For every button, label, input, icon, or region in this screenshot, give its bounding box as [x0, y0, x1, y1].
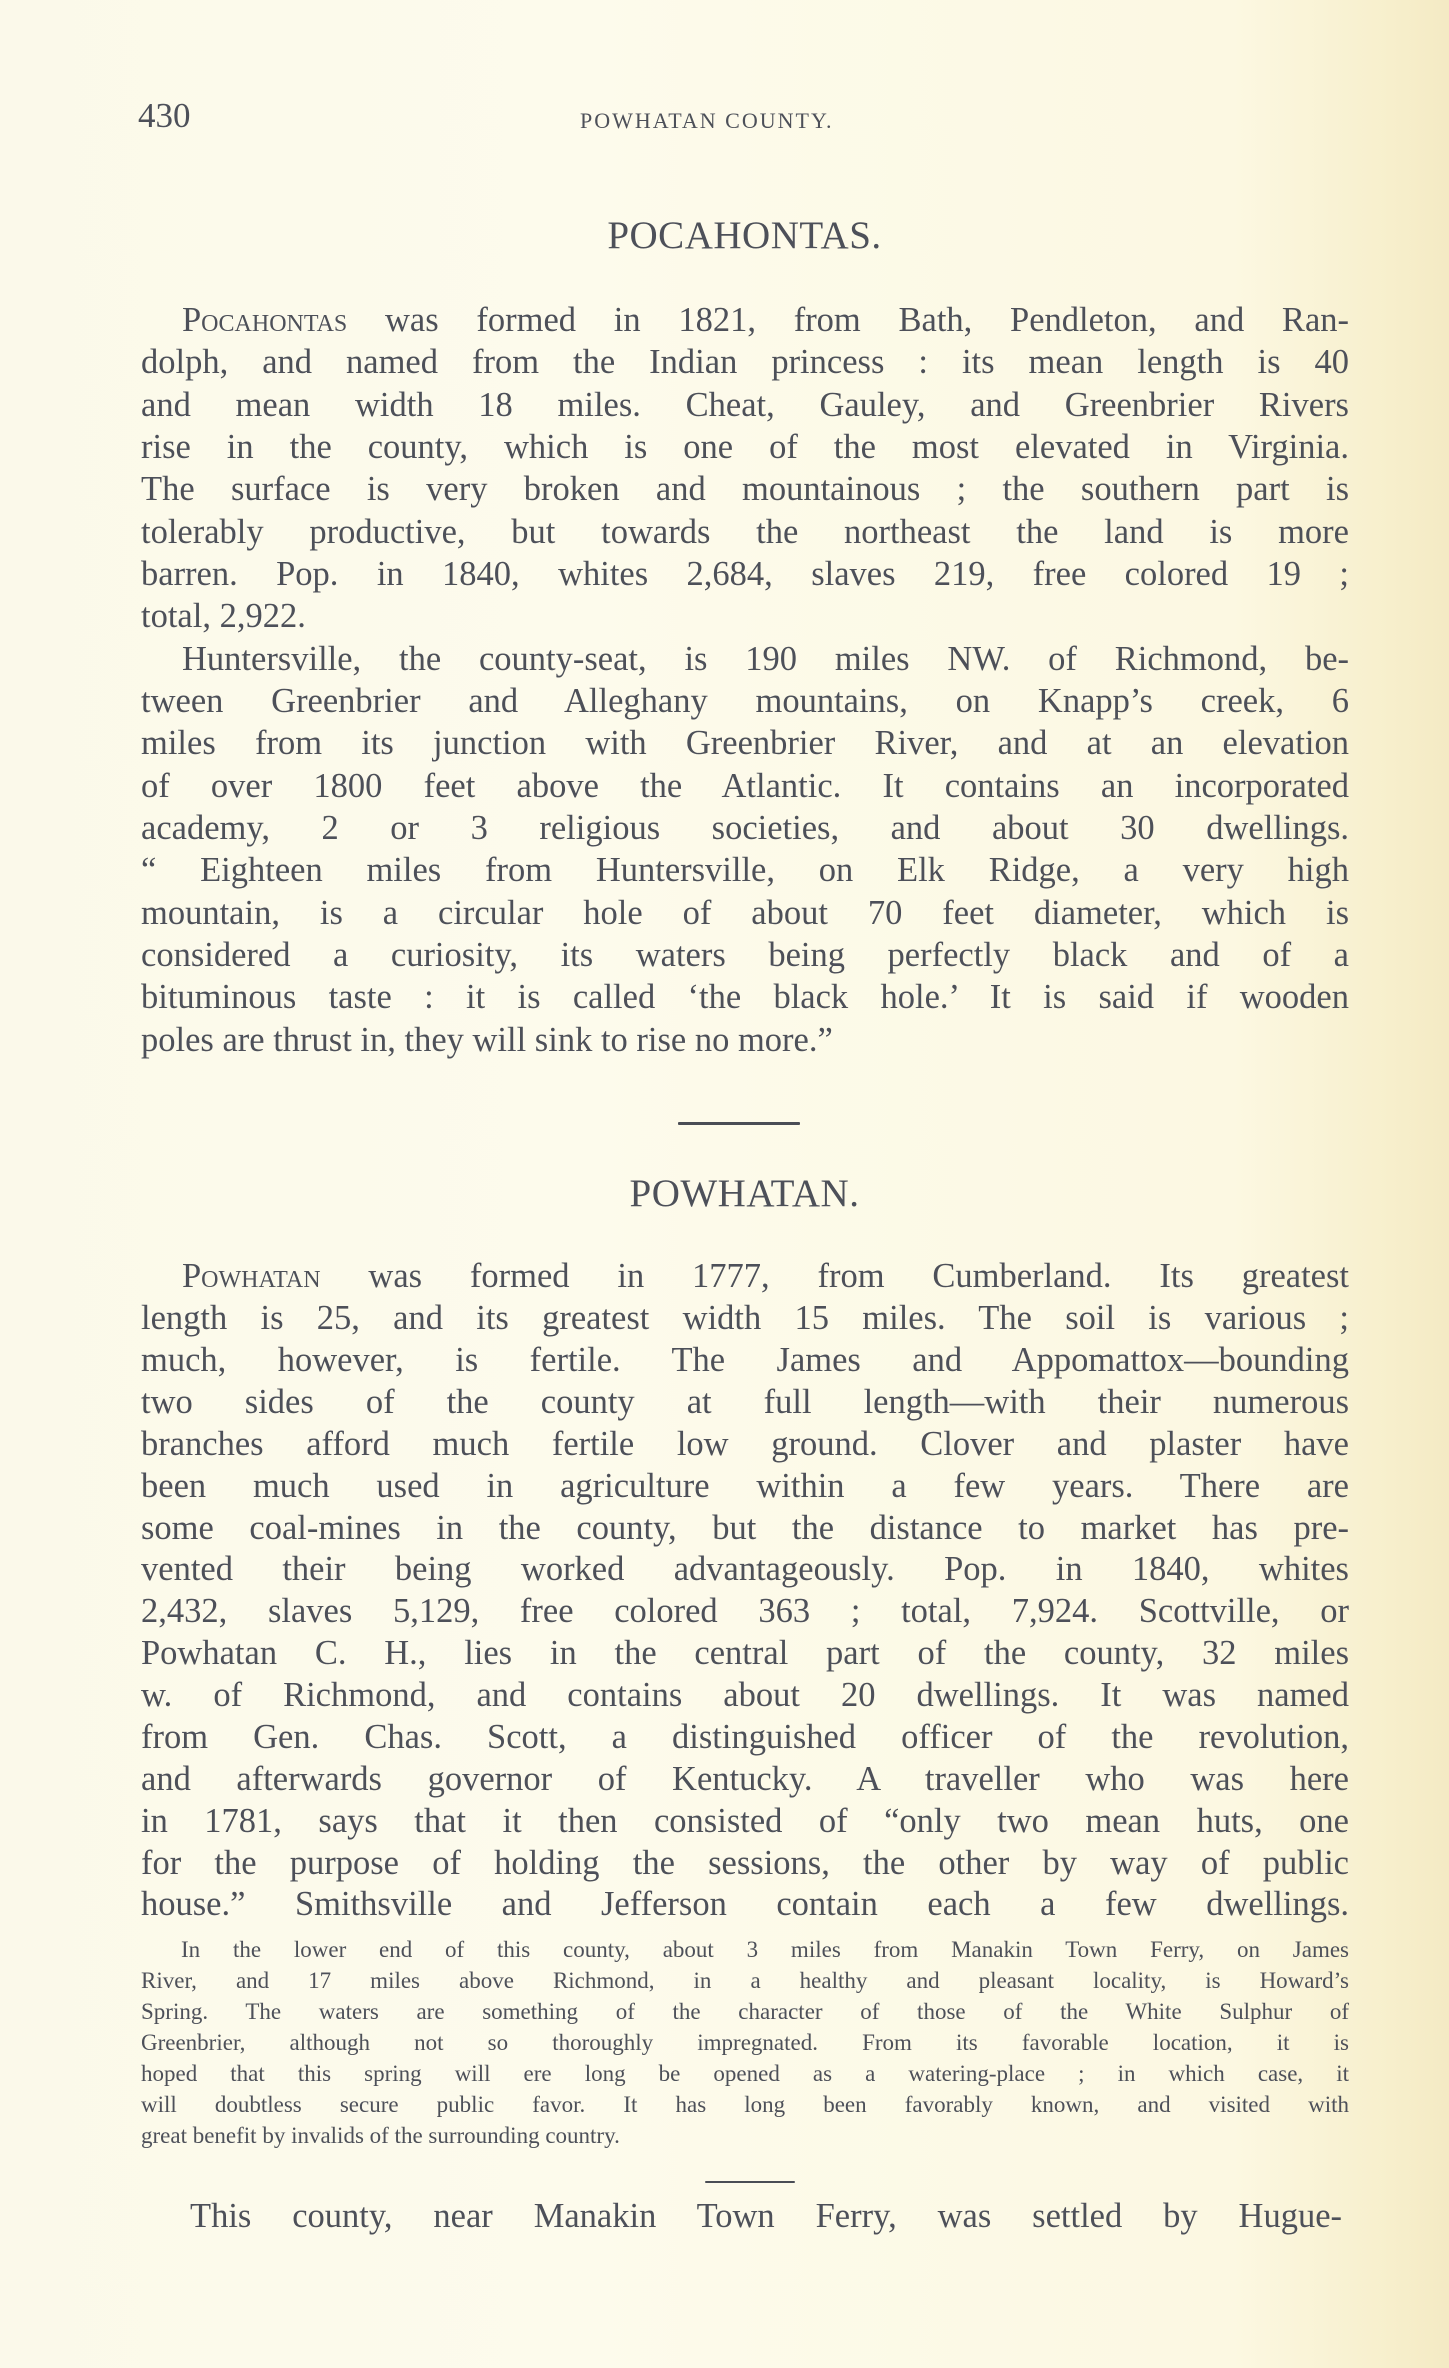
text-line: Huntersville, the county-seat, is 190 miles NW. of Richmond, be-: [182, 640, 1349, 678]
text-line: poles are thrust in, they will sink to rise no more.”: [141, 1021, 833, 1059]
text-line: two sides of the county at full length—with their numerous: [141, 1383, 1349, 1421]
text-line: house.” Smithsville and Jefferson contain each a few dwellings.: [141, 1885, 1349, 1923]
text-line: been much used in agriculture within a few years. There are: [141, 1467, 1349, 1505]
text-line: and afterwards governor of Kentucky. A traveller who was here: [141, 1760, 1349, 1798]
text-line: from Gen. Chas. Scott, a distinguished officer of the revolution,: [141, 1718, 1349, 1756]
text-line: The surface is very broken and mountainous ; the southern part is: [141, 470, 1349, 508]
text-line: Powhatan C. H., lies in the central part of the county, 32 miles: [141, 1634, 1349, 1672]
text-line: miles from its junction with Greenbrier River, and at an elevation: [141, 724, 1349, 762]
text-line: mountain, is a circular hole of about 70 feet diameter, which is: [141, 894, 1349, 932]
section-title-pocahontas: POCAHONTAS.: [607, 214, 882, 257]
section-title-powhatan: POWHATAN.: [629, 1172, 860, 1215]
text-line: total, 2,922.: [141, 597, 306, 635]
text-line: Pocahontas was formed in 1821, from Bath, Pendleton, and Ran-: [182, 301, 1349, 339]
small-text-line: Spring. The waters are something of the character of those of the White Sulphur of: [141, 1999, 1349, 2024]
small-text-line: In the lower end of this county, about 3 miles from Manakin Town Ferry, on James: [181, 1937, 1349, 1962]
running-title: POWHATAN COUNTY.: [580, 108, 834, 133]
text-line: “ Eighteen miles from Huntersville, on Elk Ridge, a very high: [141, 851, 1349, 889]
text-line: in 1781, says that it then consisted of “only two mean huts, one: [141, 1802, 1349, 1840]
small-text-line: hoped that this spring will ere long be opened as a watering-place ; in which case, it: [141, 2061, 1349, 2086]
text-line: barren. Pop. in 1840, whites 2,684, slaves 219, free colored 19 ;: [141, 555, 1349, 593]
running-head: [138, 98, 1348, 138]
text-line: of over 1800 feet above the Atlantic. It contains an incorporated: [141, 767, 1349, 805]
text-line: 2,432, slaves 5,129, free colored 363 ; total, 7,924. Scottville, or: [141, 1592, 1349, 1630]
text-line: vented their being worked advantageously. Pop. in 1840, whites: [141, 1550, 1349, 1588]
text-line: some coal-mines in the county, but the distance to market has pre-: [141, 1509, 1349, 1547]
section-divider-rule: [678, 1122, 800, 1125]
short-divider-rule: [705, 2181, 795, 2183]
text-line: considered a curiosity, its waters being perfectly black and of a: [141, 936, 1349, 974]
text-line: branches afford much fertile low ground. Clover and plaster have: [141, 1425, 1349, 1463]
small-text-line: Greenbrier, although not so thoroughly impregnated. From its favorable location, it is: [141, 2030, 1349, 2055]
small-text-line: great benefit by invalids of the surrounding country.: [141, 2123, 620, 2148]
text-line: much, however, is fertile. The James and Appomattox—bounding: [141, 1341, 1349, 1379]
page-number: 430: [138, 96, 191, 135]
text-line: rise in the county, which is one of the most elevated in Virginia.: [141, 428, 1349, 466]
text-line: for the purpose of holding the sessions, the other by way of public: [141, 1844, 1349, 1882]
text-line: This county, near Manakin Town Ferry, was settled by Hugue-: [190, 2197, 1342, 2235]
text-line: bituminous taste : it is called ‘the black hole.’ It is said if wooden: [141, 978, 1349, 1016]
text-line: dolph, and named from the Indian princess : its mean length is 40: [141, 343, 1349, 381]
text-line: length is 25, and its greatest width 15 miles. The soil is various ;: [141, 1299, 1349, 1337]
text-line: tolerably productive, but towards the northeast the land is more: [141, 513, 1349, 551]
text-line: tween Greenbrier and Alleghany mountains, on Knapp’s creek, 6: [141, 682, 1349, 720]
small-text-line: River, and 17 miles above Richmond, in a healthy and pleasant locality, is Howard’s: [141, 1968, 1349, 1993]
text-line: w. of Richmond, and contains about 20 dwellings. It was named: [141, 1676, 1349, 1714]
small-caps-lead: Powhatan: [182, 1257, 321, 1295]
small-caps-lead: Pocahontas: [182, 301, 348, 339]
text-line: and mean width 18 miles. Cheat, Gauley, and Greenbrier Rivers: [141, 386, 1349, 424]
text-line: academy, 2 or 3 religious societies, and about 30 dwellings.: [141, 809, 1349, 847]
small-text-line: will doubtless secure public favor. It has long been favorably known, and visited with: [141, 2092, 1349, 2117]
text-line: Powhatan was formed in 1777, from Cumberland. Its greatest: [182, 1257, 1349, 1295]
